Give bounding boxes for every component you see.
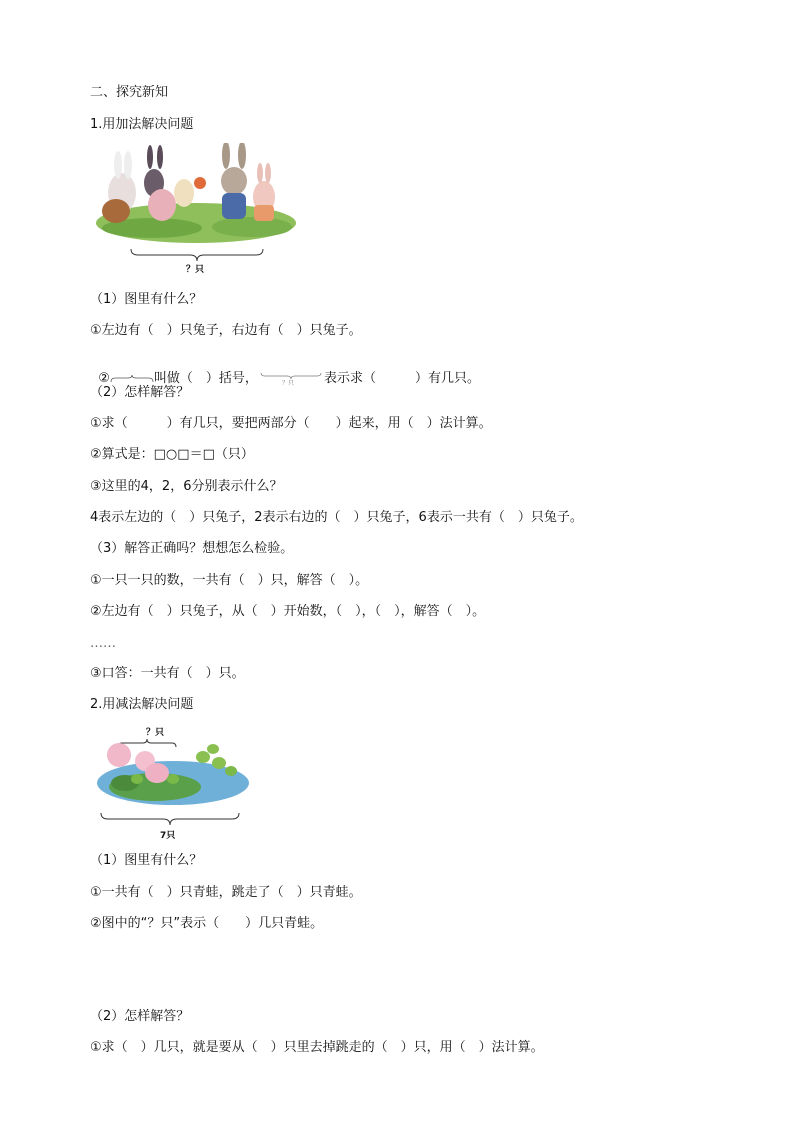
part1-q1-b-end: 表示求（ ）有几只。 xyxy=(323,371,480,386)
part1-q2-title: （2）怎样解答？ xyxy=(90,385,190,400)
rabbits-illustration xyxy=(92,143,300,243)
curly-brace-icon xyxy=(110,374,154,384)
part2-q1-b: ②图中的“？只”表示（ ）几只青蛙。 xyxy=(90,916,324,931)
frogs-bottom-label: 7只 xyxy=(160,831,176,841)
rabbits-brace xyxy=(130,248,264,262)
part2-q2-title: （2）怎样解答？ xyxy=(90,1009,190,1024)
part1-q3-b: ②左边有（ ）只兔子，从（ ）开始数，（ ），（ ），解答（ ）。 xyxy=(90,604,486,619)
rabbits-brace-label: ？只 xyxy=(186,265,205,275)
part1-q1-b-start: ② xyxy=(98,371,110,386)
frogs-bottom-brace xyxy=(100,812,240,826)
part1-q2-c: ③这里的4，2，6分别表示什么？ xyxy=(90,479,283,494)
part2-heading: 2.用减法解决问题 xyxy=(90,697,194,712)
part1-q2-d: 4表示左边的（ ）只兔子，2表示右边的（ ）只兔子，6表示一共有（ ）只兔子。 xyxy=(90,510,583,525)
part2-q1-a: ①一共有（ ）只青蛙，跳走了（ ）只青蛙。 xyxy=(90,885,362,900)
part1-q3-dots: …… xyxy=(90,636,116,651)
part2-q2-a: ①求（ ）几只，就是要从（ ）只里去掉跳走的（ ）只，用（ ）法计算。 xyxy=(90,1040,544,1055)
part1-q1-b xyxy=(90,355,480,387)
part1-q3-a: ①一只一只的数，一共有（ ）只，解答（ ）。 xyxy=(90,573,369,588)
frogs-illustration xyxy=(95,735,251,807)
part1-q3-c: ③口答：一共有（ ）只。 xyxy=(90,666,245,681)
section-title: 二、探究新知 xyxy=(90,85,169,100)
part1-q1-title: （1）图里有什么？ xyxy=(90,292,203,307)
part1-q1-a: ①左边有（ ）只兔子，右边有（ ）只兔子。 xyxy=(90,323,362,338)
part1-q3-title: （3）解答正确吗？想想怎么检验。 xyxy=(90,541,294,556)
part1-q2-b: ②算式是：□○□＝□（只） xyxy=(90,447,254,462)
frogs-top-label: ？只 xyxy=(146,728,165,738)
part1-heading: 1.用加法解决问题 xyxy=(90,117,194,132)
part1-q2-a: ①求（ ）有几只，要把两部分（ ）起来，用（ ）法计算。 xyxy=(90,416,492,431)
part1-q1-b-mid: 叫做（ ）括号， xyxy=(153,371,258,386)
small-brace-label: ？只 xyxy=(281,379,294,387)
part2-q1-title: （1）图里有什么？ xyxy=(90,853,203,868)
